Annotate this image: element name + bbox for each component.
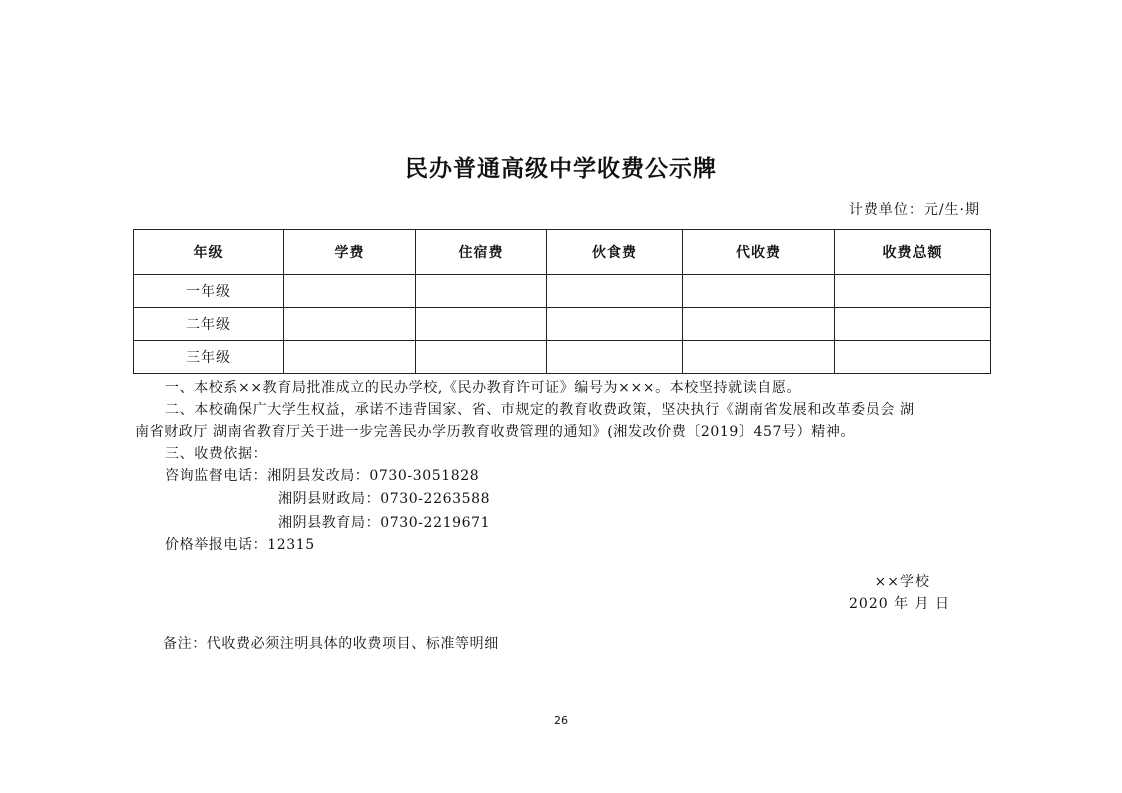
table-cell xyxy=(284,341,416,374)
note-item-2-line-1: 二、本校确保广大学生权益，承诺不违背国家、省、市规定的教育收费政策，坚决执行《湖南省发展和改革委员会 湖 xyxy=(165,402,915,418)
table-cell xyxy=(835,308,991,341)
table-header-row xyxy=(134,230,991,275)
remark: 备注：代收费必须注明具体的收费项目、标准等明细 xyxy=(163,636,499,652)
table-cell xyxy=(683,308,835,341)
hotline-development-reform: 湘阴县发改局：0730-3051828 xyxy=(267,468,480,484)
header-meals: 伙食费 xyxy=(547,230,683,275)
note-item-1: 一、本校系××教育局批准成立的民办学校,《民办教育许可证》编号为×××。本校坚持就读自愿。 xyxy=(165,380,802,396)
header-total: 收费总额 xyxy=(835,230,991,275)
header-accommodation: 住宿费 xyxy=(416,230,547,275)
school-signature: ××学校 xyxy=(874,574,930,590)
grade-cell: 一年级 xyxy=(134,275,284,308)
table-cell xyxy=(683,341,835,374)
grade-cell: 二年级 xyxy=(134,308,284,341)
header-collected-fees: 代收费 xyxy=(683,230,835,275)
note-item-2-line-2: 南省财政厅 湖南省教育厅关于进一步完善民办学历教育收费管理的通知》(湘发改价费〔2019〕457号）精神。 xyxy=(135,424,856,440)
table-row xyxy=(134,341,991,374)
table-cell xyxy=(416,341,547,374)
hotline-education: 湘阴县教育局：0730-2219671 xyxy=(278,515,491,531)
table-cell xyxy=(416,308,547,341)
table-cell xyxy=(284,275,416,308)
table-cell xyxy=(835,341,991,374)
price-report-hotline: 价格举报电话：12315 xyxy=(165,537,315,553)
grade-cell: 三年级 xyxy=(134,341,284,374)
page-number: 26 xyxy=(554,714,568,727)
table-cell xyxy=(284,308,416,341)
table-cell xyxy=(547,275,683,308)
table-cell xyxy=(547,308,683,341)
table-cell xyxy=(416,275,547,308)
note-item-3: 三、收费依据： xyxy=(165,446,268,462)
billing-unit: 计费单位：元/生·期 xyxy=(848,202,980,218)
hotline-label-text: 咨询监督电话： xyxy=(165,468,268,484)
table-cell xyxy=(835,275,991,308)
hotline-finance: 湘阴县财政局：0730-2263588 xyxy=(278,491,491,507)
table-cell xyxy=(547,341,683,374)
fee-table xyxy=(133,229,991,374)
header-grade: 年级 xyxy=(134,230,284,275)
header-tuition: 学费 xyxy=(284,230,416,275)
table-row xyxy=(134,308,991,341)
page-title: 民办普通高级中学收费公示牌 xyxy=(405,156,717,182)
signature-date: 2020 年 月 日 xyxy=(849,596,950,612)
table-cell xyxy=(683,275,835,308)
table-row xyxy=(134,275,991,308)
hotline-label xyxy=(135,465,990,485)
